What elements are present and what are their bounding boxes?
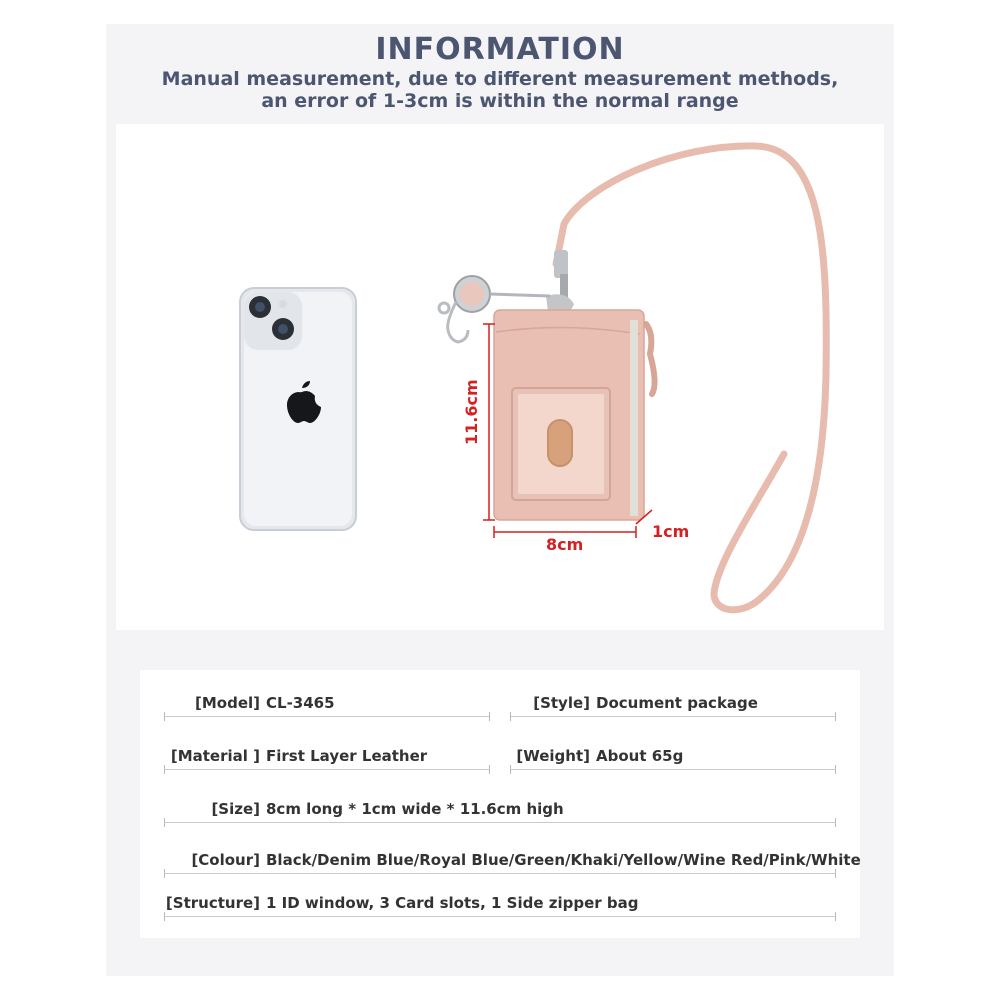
phone-illustration [240,288,356,530]
depth-dimension-label: 1cm [652,522,690,541]
spec-rule-material [164,769,490,770]
card-holder [494,310,655,520]
spec-key-size: [Size] [211,800,260,818]
subtitle-line-2: an error of 1-3cm is within the normal range [261,90,739,112]
page-title: INFORMATION [375,32,625,67]
spec-rule-structure [164,916,836,917]
spec-rule-weight [510,769,836,770]
spec-key-material: [Material ] [170,747,260,765]
spec-key-model: [Model] [195,694,260,712]
width-dimension-label: 8cm [546,535,584,554]
spec-key-weight: [Weight] [516,747,590,765]
subtitle-line-1: Manual measurement, due to different measurement methods, [161,68,839,90]
spec-value-weight: About 65g [596,747,684,765]
spec-rule-size [164,822,836,823]
spec-value-material: First Layer Leather [266,747,428,765]
spec-value-model: CL-3465 [266,694,335,712]
spec-value-style: Document package [596,694,758,712]
spec-rule-colour [164,873,836,874]
specification-table [140,670,860,938]
spec-key-style: [Style] [533,694,590,712]
spec-value-colour: Black/Denim Blue/Royal Blue/Green/Khaki/Yellow/Wine Red/Pink/White [266,851,861,869]
spec-rule-style [510,716,836,717]
product-photo [116,124,884,630]
height-dimension-label: 11.6cm [462,379,481,445]
spec-value-structure: 1 ID window, 3 Card slots, 1 Side zipper bag [266,894,639,912]
spec-rule-model [164,716,490,717]
product-illustration [116,124,884,630]
spec-value-size: 8cm long * 1cm wide * 11.6cm high [266,800,564,818]
spec-key-colour: [Colour] [191,851,260,869]
spec-key-structure: [Structure] [165,894,260,912]
